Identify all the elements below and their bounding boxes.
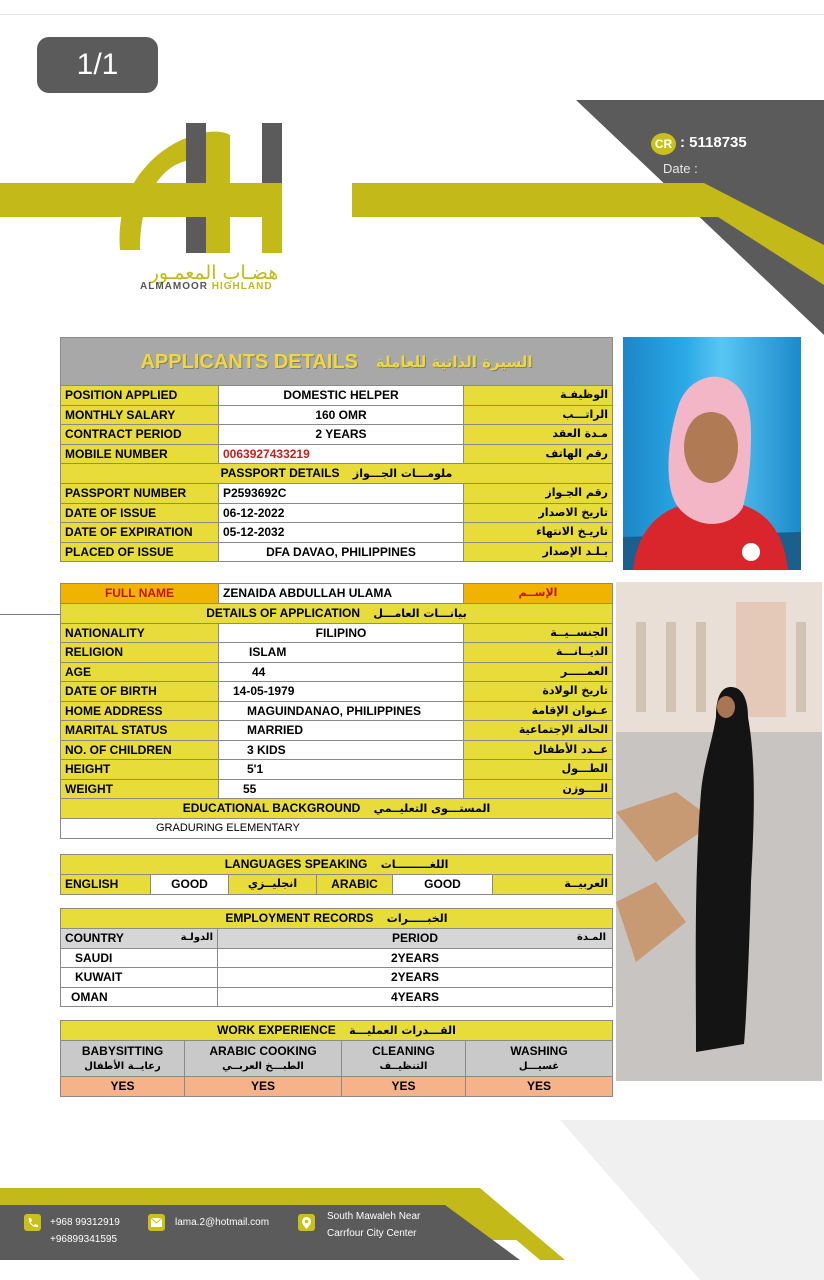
address-line-2: Carrfour City Center (327, 1228, 417, 1239)
brand-en-part1: ALMAMOOR (140, 281, 208, 292)
applicant-title (61, 338, 613, 386)
table-row (61, 542, 613, 562)
top-divider (0, 14, 824, 15)
skill-ar: التنظيــف (379, 1060, 428, 1072)
row-label-ar: رقم الجـواز (464, 484, 613, 504)
employment-period: 2YEARS (218, 948, 613, 968)
table-row (61, 721, 613, 741)
cr-badge: CR (651, 133, 676, 155)
row-label-ar: عــدد الأطفال (464, 740, 613, 760)
row-value: 5'1 (219, 760, 464, 780)
row-label: DATE OF BIRTH (61, 682, 219, 702)
side-line (0, 614, 60, 615)
col-period-en: PERIOD (391, 931, 438, 946)
full-body-photo (616, 582, 822, 1081)
table-row (61, 662, 613, 682)
skill-washing (466, 1041, 613, 1077)
skill-babysitting (61, 1041, 185, 1077)
skill-ar: الطبـــخ العربــي (222, 1060, 304, 1072)
col-country (61, 929, 218, 949)
languages-table (60, 854, 613, 895)
employment-country: SAUDI (61, 948, 218, 968)
table-row (61, 425, 613, 445)
row-label: CONTRACT PERIOD (61, 425, 219, 445)
table-row (61, 701, 613, 721)
mobile-number: 0063927433219 (219, 444, 464, 464)
skill-value: YES (61, 1077, 185, 1097)
phone-2: +96899341595 (50, 1234, 118, 1245)
table-row (61, 779, 613, 799)
footer-address (298, 1208, 420, 1242)
table-row (61, 405, 613, 425)
row-value: 44 (219, 662, 464, 682)
row-value: 06-12-2022 (219, 503, 464, 523)
row-label: POSITION APPLIED (61, 386, 219, 406)
row-label-ar: تاريخ الولادة (464, 682, 613, 702)
row-label-ar: العمـــــر (464, 662, 613, 682)
location-pin-icon (298, 1214, 315, 1231)
details-title-ar: بيانـــات العامـــل (373, 606, 467, 620)
details-title-en: DETAILS OF APPLICATION (206, 605, 361, 620)
applicant-details-table (60, 337, 613, 562)
employment-country: KUWAIT (61, 968, 218, 988)
education-title-ar: المستـــوى التعليــمي (373, 802, 491, 815)
languages-title (61, 855, 613, 875)
page-counter: 1/1 (37, 37, 158, 93)
row-value: P2593692C (219, 484, 464, 504)
applicant-title-en: APPLICANTS DETAILS (140, 350, 358, 373)
employment-period: 4YEARS (218, 987, 613, 1007)
row-label: PASSPORT NUMBER (61, 484, 219, 504)
table-row (61, 1041, 613, 1077)
address-line-1: South Mawaleh Near (327, 1211, 421, 1222)
work-experience-table (60, 1020, 613, 1097)
skill-value: YES (342, 1077, 466, 1097)
table-header-row (61, 929, 613, 949)
row-label: NATIONALITY (61, 623, 219, 643)
footer-light-stripes (560, 1120, 824, 1280)
table-row (61, 760, 613, 780)
table-row (61, 484, 613, 504)
email-text: lama.2@hotmail.com (175, 1217, 270, 1228)
row-label: MOBILE NUMBER (61, 444, 219, 464)
portrait-illustration (623, 337, 801, 570)
english-value: GOOD (151, 875, 229, 895)
arabic-label: ARABIC (317, 875, 393, 895)
arabic-label-ar: العربيــة (493, 875, 613, 895)
row-value: 2 YEARS (219, 425, 464, 445)
fullname-label: FULL NAME (61, 584, 219, 604)
header-graphics (0, 95, 824, 340)
row-label: HEIGHT (61, 760, 219, 780)
details-title (61, 603, 613, 623)
work-title (61, 1021, 613, 1041)
employment-title-en: EMPLOYMENT RECORDS (225, 911, 374, 925)
header-yellow-band-left (0, 183, 134, 217)
row-value: DFA DAVAO, PHILIPPINES (219, 542, 464, 562)
row-label-ar: تاريـخ الانتهاء (464, 523, 613, 543)
col-period-ar: المـدة (577, 932, 606, 944)
table-row (61, 875, 613, 895)
row-label-ar: الطـــول (464, 760, 613, 780)
brand-english (140, 281, 273, 292)
applicant-title-ar: السيرة الذاتية للعاملة (375, 352, 533, 371)
row-label: MARITAL STATUS (61, 721, 219, 741)
education-title-en: EDUCATIONAL BACKGROUND (182, 801, 361, 815)
row-label: MONTHLY SALARY (61, 405, 219, 425)
table-row (61, 584, 613, 604)
row-label-ar: عـنوان الإقامة (464, 701, 613, 721)
employment-title-ar: الخبـــــرات (386, 912, 448, 925)
arabic-value: GOOD (393, 875, 493, 895)
date-label: Date : (663, 161, 698, 176)
table-row (61, 643, 613, 663)
row-value: DOMESTIC HELPER (219, 386, 464, 406)
table-row (61, 948, 613, 968)
languages-title-en: LANGUAGES SPEAKING (224, 857, 368, 871)
skill-cleaning (342, 1041, 466, 1077)
row-value: 05-12-2032 (219, 523, 464, 543)
brand-arabic: هضـاب المعمـور (149, 262, 279, 284)
employment-table (60, 908, 613, 1007)
passport-title (61, 464, 613, 484)
row-label: PLACED OF ISSUE (61, 542, 219, 562)
row-value: FILIPINO (219, 623, 464, 643)
education-title (61, 799, 613, 819)
table-row (61, 523, 613, 543)
row-label-ar: مـدة العقد (464, 425, 613, 445)
row-label: DATE OF EXPIRATION (61, 523, 219, 543)
skill-value: YES (466, 1077, 613, 1097)
row-label-ar: رقم الهاتف (464, 444, 613, 464)
phone-1: +968 99312919 (50, 1217, 120, 1228)
table-row (61, 386, 613, 406)
english-label-ar: انجليــزي (229, 875, 317, 895)
row-value: MARRIED (219, 721, 464, 741)
brand-en-part2: HIGHLAND (211, 281, 273, 292)
row-value: 3 KIDS (219, 740, 464, 760)
skill-value: YES (185, 1077, 342, 1097)
skill-en: CLEANING (372, 1043, 435, 1058)
phone-numbers (50, 1214, 120, 1248)
row-label: AGE (61, 662, 219, 682)
table-row (61, 987, 613, 1007)
passport-title-ar: ملومـــات الجـــواز (352, 467, 453, 480)
row-label: HOME ADDRESS (61, 701, 219, 721)
skill-arabic-cooking (185, 1041, 342, 1077)
full-body-illustration (616, 582, 822, 1081)
row-value: MAGUINDANAO, PHILIPPINES (219, 701, 464, 721)
table-row (61, 682, 613, 702)
footer-email (148, 1214, 269, 1231)
fullname-value: ZENAIDA ABDULLAH ULAMA (219, 584, 464, 604)
applicant-card (60, 337, 612, 1102)
row-label-ar: الجنســيــة (464, 623, 613, 643)
row-value: 14-05-1979 (219, 682, 464, 702)
logo-h-right-foot (262, 217, 282, 253)
skill-ar: غسيـــل (518, 1060, 560, 1072)
row-value: 160 OMR (219, 405, 464, 425)
table-row (61, 444, 613, 464)
row-label: RELIGION (61, 643, 219, 663)
row-value: 55 (219, 779, 464, 799)
row-label: NO. OF CHILDREN (61, 740, 219, 760)
table-row (61, 623, 613, 643)
logo-crossbar (140, 183, 282, 217)
languages-title-ar: اللغـــــــــات (380, 858, 449, 871)
row-label-ar: الوظيفـة (464, 386, 613, 406)
email-icon (148, 1214, 165, 1231)
row-label-ar: بـلـد الإصدار (464, 542, 613, 562)
col-period (218, 929, 613, 949)
col-country-en: COUNTRY (65, 931, 124, 946)
table-row (61, 1077, 613, 1097)
row-value: ISLAM (219, 643, 464, 663)
employment-country: OMAN (61, 987, 218, 1007)
col-country-ar: الدولـة (180, 932, 213, 944)
employment-period: 2YEARS (218, 968, 613, 988)
footer-phone (24, 1214, 120, 1248)
english-label: ENGLISH (61, 875, 151, 895)
passport-title-en: PASSPORT DETAILS (220, 466, 340, 480)
footer-graphics (0, 1120, 824, 1280)
cr-number: : 5118735 (680, 134, 747, 151)
table-row (61, 503, 613, 523)
row-label-ar: الــــوزن (464, 779, 613, 799)
education-value: GRADURING ELEMENTARY (61, 819, 613, 839)
address-text (327, 1208, 420, 1242)
phone-icon (24, 1214, 41, 1231)
skill-en: BABYSITTING (81, 1043, 164, 1058)
work-title-ar: القـــدرات العمليـــة (349, 1024, 456, 1037)
row-label: WEIGHT (61, 779, 219, 799)
portrait-photo (623, 337, 801, 570)
row-label: DATE OF ISSUE (61, 503, 219, 523)
details-table (60, 583, 613, 839)
row-label-ar: تاريخ الاصدار (464, 503, 613, 523)
work-title-en: WORK EXPERIENCE (217, 1023, 336, 1037)
skill-en: ARABIC COOKING (209, 1043, 317, 1058)
table-row (61, 968, 613, 988)
row-label-ar: الراتـــب (464, 405, 613, 425)
row-label-ar: الديــانـــة (464, 643, 613, 663)
employment-title (61, 909, 613, 929)
skill-en: WASHING (510, 1043, 568, 1058)
row-label-ar: الحالة الإجتماعية (464, 721, 613, 741)
table-row (61, 740, 613, 760)
skill-ar: رعايــة الأطفال (84, 1060, 161, 1072)
fullname-label-ar: الإســم (464, 584, 613, 604)
